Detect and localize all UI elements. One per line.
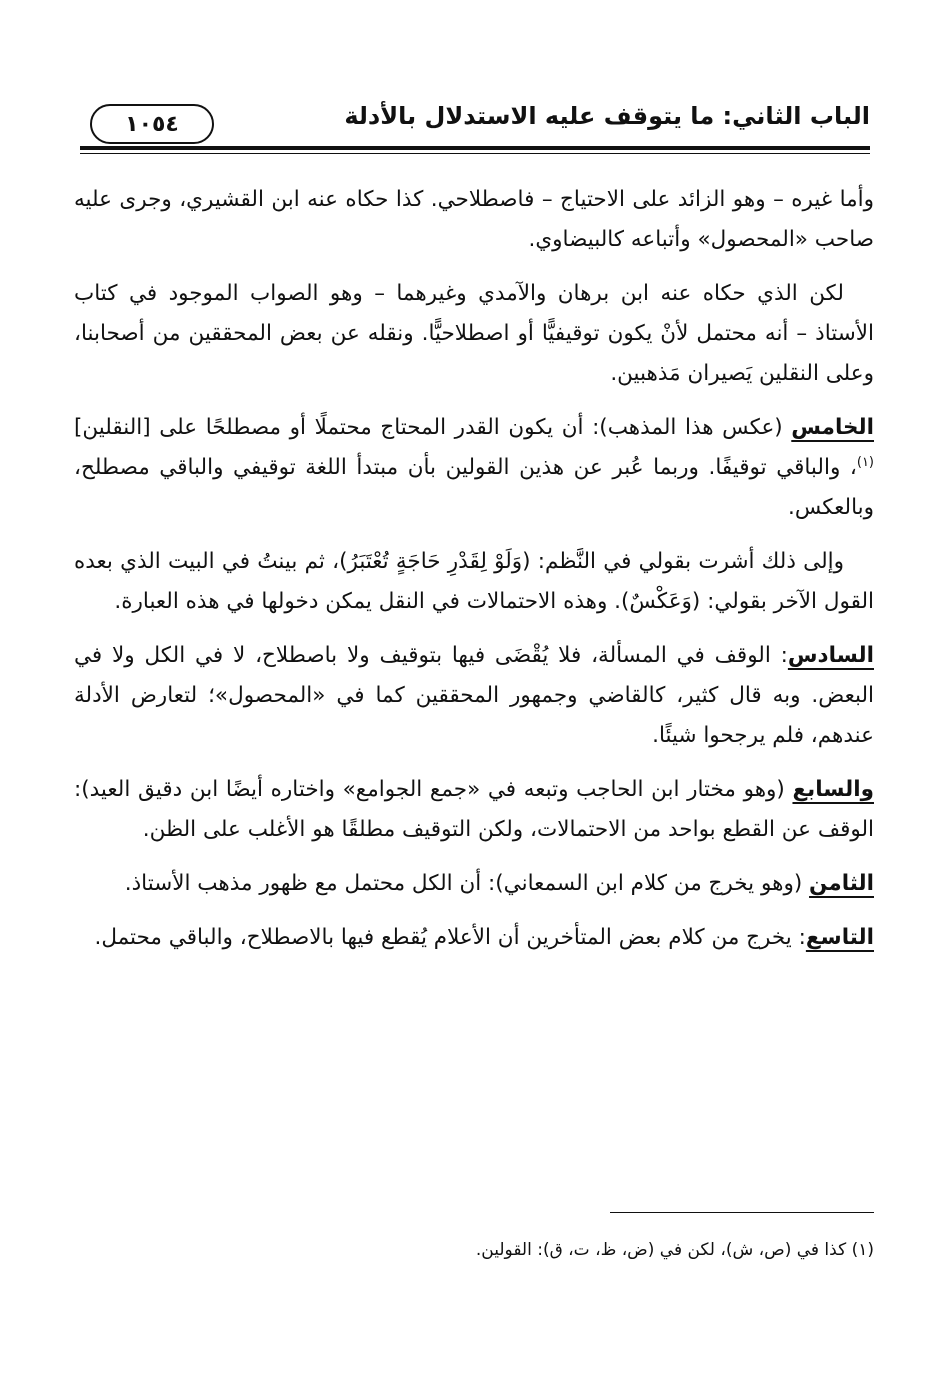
- paragraph-6-text: (وهو مختار ابن الحاجب وتبعه في «جمع الجوامع» واختاره أيضًا ابن دقيق العيد): الوقف عن القطع بواحد من الاحتمالات، ولكن التوقيف مطلقًا هو الأغلب على الظن.: [74, 777, 874, 842]
- header-rule-thin: [80, 153, 870, 154]
- paragraph-7: [74, 864, 874, 904]
- paragraph-4: وإلى ذلك أشرت بقولي في النَّظم: (وَلَوْ لِقَدْرِ حَاجَةٍ تُعْتَبَرُ)، ثم بينتُ في البيت الذي بعده القول الآخر بقولي: (وَعَكْسٌ). وهذه الاحتمالات في النقل يمكن دخولها في هذه العبارة.: [74, 549, 874, 614]
- paragraph-1: وأما غيره – وهو الزائد على الاحتياج – فاصطلاحي. كذا حكاه عنه ابن القشيري، وجرى عليه صاحب «المحصول» وأتباعه كالبيضاوي.: [74, 187, 874, 252]
- footnote-marker: (١): [856, 454, 874, 470]
- page-number: ١٠٥٤: [90, 104, 214, 144]
- term-seventh: والسابع: [792, 777, 874, 802]
- page-header: [80, 96, 870, 146]
- term-ninth: التاسع: [805, 925, 874, 950]
- footnote-rule: [610, 1212, 874, 1213]
- paragraph-3: [74, 408, 874, 528]
- paragraph-7-text: (وهو يخرج من كلام ابن السمعاني): أن الكل محتمل مع ظهور مذهب الأستاذ.: [124, 871, 810, 896]
- paragraph-8: [74, 918, 874, 958]
- term-fifth: الخامس: [791, 415, 874, 440]
- paragraph-3-text-b: ، والباقي توقيفًا. وربما عُبر عن هذين القولين بأن مبتدأ اللغة توقيفي والباقي مصطلح، وبالعكس.: [74, 455, 874, 520]
- paragraph-3-text-a: (عكس هذا المذهب): أن يكون القدر المحتاج محتملًا أو مصطلحًا على [النقلين]: [74, 415, 792, 440]
- term-eighth: الثامن: [809, 871, 874, 896]
- running-title: الباب الثاني: ما يتوقف عليه الاستدلال بالأدلة: [344, 102, 870, 130]
- paragraph-6: [74, 770, 874, 850]
- paragraph-2: لكن الذي حكاه عنه ابن برهان والآمدي وغيرهما – وهو الصواب الموجود في كتاب الأستاذ – أنه محتمل لأنْ يكون توقيفيًّا أو اصطلاحيًّا. ونقله عن بعض المحققين من أصحابنا، وعلى النقلين يَصيران مَذهبين.: [74, 281, 874, 386]
- paragraph-5-text: : الوقف في المسألة، فلا يُقْضَى فيها بتوقيف ولا باصطلاح، لا في الكل ولا في البعض. وبه قال كثير، كالقاضي وجمهور المحققين كما في «المحصول»؛ لتعارض الأدلة عندهم، فلم يرجحوا شيئًا.: [74, 643, 874, 748]
- footnote-1: (١) كذا في (ص، ش)، لكن في (ض، ظ، ت، ق): القولين.: [475, 1240, 874, 1260]
- term-sixth: السادس: [787, 643, 874, 668]
- header-rule-thick: [80, 146, 870, 150]
- paragraph-8-text: : يخرج من كلام بعض المتأخرين أن الأعلام يُقطع فيها بالاصطلاح، والباقي محتمل.: [94, 925, 806, 950]
- paragraph-5: [74, 636, 874, 756]
- body-text: [74, 180, 874, 972]
